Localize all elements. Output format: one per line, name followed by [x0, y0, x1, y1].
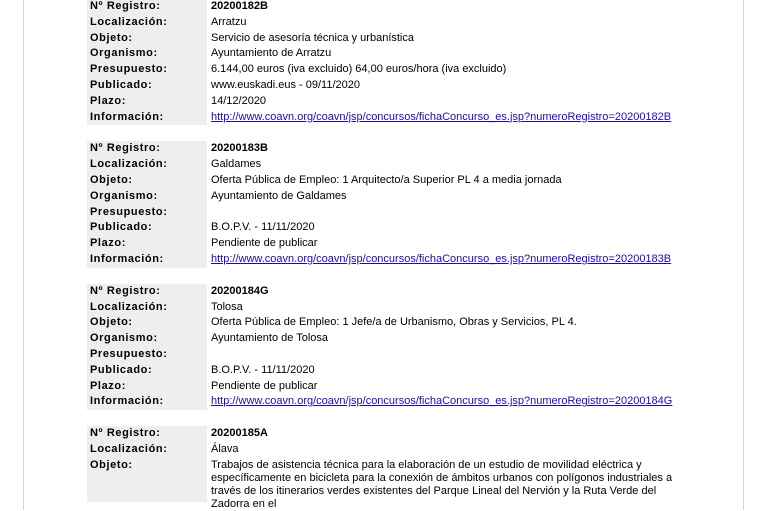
publicado-value: B.O.P.V. - 11/11/2020: [211, 363, 315, 376]
publicado-label: Publicado:: [87, 220, 207, 236]
organismo-value: Ayuntamiento de Tolosa: [211, 332, 329, 345]
presupuesto-row: [87, 62, 697, 78]
presupuesto-label: Presupuesto:: [87, 347, 207, 363]
organismo-value: Ayuntamiento de Arratzu: [211, 47, 332, 60]
record-spacer: [87, 268, 697, 284]
localizacion-value: Arratzu: [211, 15, 247, 28]
organismo-label: Organismo:: [87, 189, 207, 205]
objeto-value: Servicio de asesoría técnica y urbanística: [211, 31, 414, 44]
plazo-label: Plazo:: [87, 379, 207, 395]
registro-label: Nº Registro:: [87, 0, 207, 15]
plazo-row: [87, 236, 697, 252]
plazo-label: Plazo:: [87, 236, 207, 252]
publicado-label: Publicado:: [87, 363, 207, 379]
objeto-row: [87, 173, 697, 189]
localizacion-label: Localización:: [87, 157, 207, 173]
plazo-value: Pendiente de publicar: [211, 379, 318, 392]
plazo-label: Plazo:: [87, 94, 207, 110]
objeto-row: [87, 458, 697, 511]
registro-value: 20200182B: [211, 0, 268, 12]
informacion-link[interactable]: http://www.coavn.org/coavn/jsp/concursos/fichaConcurso_es.jsp?numeroRegistro=20200182B: [211, 110, 672, 123]
record-spacer: [87, 125, 697, 141]
publicado-value: www.euskadi.eus - 09/11/2020: [211, 78, 360, 91]
informacion-value-cell: [207, 252, 671, 268]
informacion-label: Información:: [87, 394, 207, 410]
informacion-value-cell: [207, 110, 671, 126]
localizacion-value: Álava: [211, 442, 239, 455]
organismo-label: Organismo:: [87, 46, 207, 62]
localizacion-label: Localización:: [87, 15, 207, 31]
registro-label: Nº Registro:: [87, 426, 207, 442]
objeto-row: [87, 31, 697, 47]
objeto-label: Objeto:: [87, 458, 207, 502]
tender-list: [87, 0, 697, 511]
localizacion-row: [87, 15, 697, 31]
publicado-row: [87, 363, 697, 379]
informacion-row: [87, 394, 697, 410]
objeto-label: Objeto:: [87, 173, 207, 189]
organismo-row: [87, 189, 697, 205]
presupuesto-value: 6.144,00 euros (iva excluido) 64,00 euros/hora (iva excluido): [211, 63, 507, 76]
organismo-row: [87, 331, 697, 347]
plazo-row: [87, 94, 697, 110]
localizacion-label: Localización:: [87, 300, 207, 316]
localizacion-row: [87, 157, 697, 173]
presupuesto-label: Presupuesto:: [87, 205, 207, 221]
publicado-value: B.O.P.V. - 11/11/2020: [211, 221, 315, 234]
record-spacer: [87, 410, 697, 426]
plazo-value: 14/12/2020: [211, 94, 267, 107]
registro-row: [87, 141, 697, 157]
informacion-label: Información:: [87, 252, 207, 268]
localizacion-value: Tolosa: [211, 300, 243, 313]
registro-label: Nº Registro:: [87, 141, 207, 157]
publicado-label: Publicado:: [87, 78, 207, 94]
informacion-link[interactable]: http://www.coavn.org/coavn/jsp/concursos/fichaConcurso_es.jsp?numeroRegistro=20200183B: [211, 252, 672, 265]
localizacion-row: [87, 300, 697, 316]
publicado-row: [87, 78, 697, 94]
organismo-row: [87, 46, 697, 62]
publicado-row: [87, 220, 697, 236]
registro-value: 20200183B: [211, 142, 268, 155]
localizacion-value: Galdames: [211, 158, 262, 171]
registro-value: 20200185A: [211, 427, 268, 440]
presupuesto-row: [87, 205, 697, 221]
registro-row: [87, 0, 697, 15]
objeto-value: Oferta Pública de Empleo: 1 Arquitecto/a Superior PL 4 a media jornada: [211, 173, 562, 186]
tender-record: [87, 284, 697, 410]
objeto-row: [87, 315, 697, 331]
plazo-value: Pendiente de publicar: [211, 237, 318, 250]
localizacion-label: Localización:: [87, 442, 207, 458]
informacion-row: [87, 252, 697, 268]
localizacion-row: [87, 442, 697, 458]
informacion-row: [87, 110, 697, 126]
organismo-label: Organismo:: [87, 331, 207, 347]
objeto-label: Objeto:: [87, 31, 207, 47]
tender-record: [87, 141, 697, 267]
tender-record: [87, 0, 697, 125]
objeto-value: Trabajos de asistencia técnica para la elaboración de un estudio de movilidad eléctrica y específicamente en bicicleta para la conexión de ámbitos urbanos con polígonos industriales a través de los itinerarios verdes existentes del Parque Lineal del Nervión y la Ruta Verde del Zadorra en el: [211, 458, 673, 510]
registro-label: Nº Registro:: [87, 284, 207, 300]
informacion-link[interactable]: http://www.coavn.org/coavn/jsp/concursos/fichaConcurso_es.jsp?numeroRegistro=20200184G: [211, 395, 673, 408]
plazo-row: [87, 379, 697, 395]
presupuesto-row: [87, 347, 697, 363]
objeto-value: Oferta Pública de Empleo: 1 Jefe/a de Urbanismo, Obras y Servicios, PL 4.: [211, 316, 577, 329]
registro-row: [87, 426, 697, 442]
registro-row: [87, 284, 697, 300]
informacion-value-cell: [207, 394, 672, 410]
informacion-label: Información:: [87, 110, 207, 126]
registro-value: 20200184G: [211, 284, 269, 297]
presupuesto-label: Presupuesto:: [87, 62, 207, 78]
tender-record: [87, 426, 697, 511]
organismo-value: Ayuntamiento de Galdames: [211, 189, 347, 202]
objeto-label: Objeto:: [87, 315, 207, 331]
